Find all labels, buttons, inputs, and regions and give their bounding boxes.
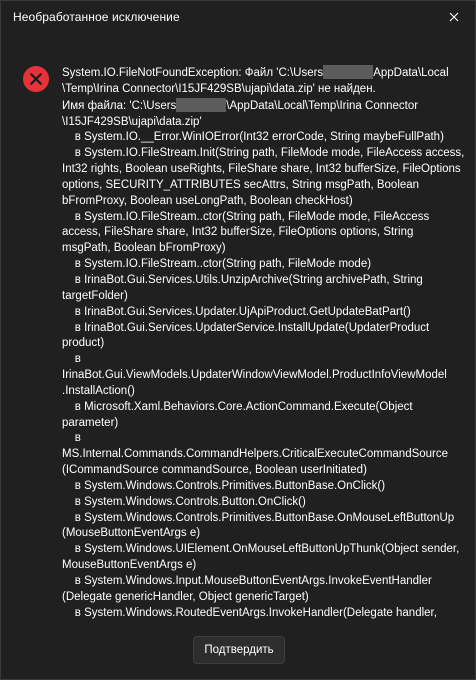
message-text: в System.IO.FileStream.Init(String path, FileMode mode, FileAccess access,: [62, 147, 465, 160]
message-line: [62, 336, 470, 352]
message-text: \AppData\Local\Temp\Irina Connector: [226, 99, 419, 112]
message-text: Int32 rights, Boolean useRights, FileShare share, Int32 bufferSize, FileOptions: [62, 163, 461, 176]
message-line: [62, 574, 470, 590]
close-icon: [449, 12, 459, 22]
message-line: [62, 225, 470, 241]
message-text: (ICommandSource commandSource, Boolean userInitiated): [62, 464, 367, 477]
message-line: [62, 368, 470, 384]
message-line: [62, 526, 470, 542]
message-text: .InstallAction(): [62, 384, 135, 397]
message-text: в System.Windows.Controls.Button.OnClick(): [62, 495, 306, 508]
message-text: targetFolder): [62, 289, 128, 302]
error-x-circle-icon: [22, 65, 50, 93]
message-line: [62, 495, 470, 511]
message-line: [62, 65, 470, 82]
message-line: [62, 241, 470, 257]
message-line: [62, 511, 470, 527]
message-text: в System.Windows.RoutedEventArgs.InvokeHandler(Delegate handler,: [62, 606, 437, 619]
message-line: [62, 82, 470, 98]
message-line: [62, 115, 470, 131]
message-text: в System.Windows.UIElement.OnMouseLeftButtonUpThunk(Object sender,: [62, 543, 460, 556]
redacted-username: [176, 98, 226, 112]
message-line: [62, 542, 470, 558]
message-text: parameter): [62, 416, 119, 429]
message-line: [62, 289, 470, 305]
message-line: [62, 447, 470, 463]
message-text: в System.Windows.Input.MouseButtonEventArgs.InvokeEventHandler: [62, 575, 432, 587]
message-line: [62, 558, 470, 574]
exception-message: [62, 65, 470, 622]
message-text: MS.Internal.Commands.CommandHelpers.CriticalExecuteCommandSource: [62, 448, 449, 461]
message-text: access, FileShare share, Int32 bufferSize, FileOptions options, String: [62, 226, 414, 239]
message-line: [62, 416, 470, 432]
message-line: [62, 321, 470, 337]
message-line: [62, 352, 470, 368]
message-line: [62, 305, 470, 321]
message-text: в IrinaBot.Gui.Services.Updater.UjApiProduct.GetUpdateBatPart(): [62, 305, 411, 318]
message-text: MouseButtonEventArgs e): [62, 559, 197, 572]
message-line: [62, 98, 470, 115]
redacted-username: [323, 65, 373, 79]
message-line: [62, 178, 470, 194]
message-text: в System.IO.FileStream..ctor(String path, FileMode mode, FileAccess: [62, 210, 430, 223]
message-text: в System.IO.FileStream..ctor(String path, FileMode mode): [62, 258, 372, 271]
message-text: в IrinaBot.Gui.Services.Utils.UnzipArchive(String archivePath, String: [62, 273, 423, 286]
message-line: [62, 384, 470, 400]
message-text: \Temp\Irina Connector\I15JF429SB\ujapi\data.zip' не найден.: [62, 82, 376, 95]
message-line: [62, 606, 470, 622]
message-text: в: [62, 432, 81, 445]
window-title: Необработанное исключение: [13, 10, 180, 24]
message-text: в System.IO.__Error.WinIOError(Int32 errorCode, String maybeFullPath): [62, 131, 444, 144]
message-line: [62, 257, 470, 273]
close-button[interactable]: [439, 3, 469, 31]
message-text: в: [62, 353, 81, 366]
message-text: в System.Windows.Controls.Primitives.ButtonBase.OnClick(): [62, 479, 386, 492]
message-text: System.IO.FileNotFoundException: Файл 'C:\Users: [62, 67, 324, 79]
message-line: [62, 400, 470, 416]
message-text: msgPath, Boolean bFromProxy): [62, 242, 226, 255]
message-text: в Microsoft.Xaml.Behaviors.Core.ActionCommand.Execute(Object: [62, 400, 413, 413]
message-text: options, SECURITY_ATTRIBUTES secAttrs, String msgPath, Boolean: [62, 178, 420, 191]
message-text: в IrinaBot.Gui.Services.UpdaterService.InstallUpdate(UpdaterProduct: [62, 321, 430, 334]
dialog-footer: [1, 625, 475, 679]
message-text: \I15JF429SB\ujapi\data.zip': [62, 115, 202, 128]
message-line: [62, 431, 470, 447]
message-line: [62, 194, 470, 210]
message-line: [62, 210, 470, 226]
message-line: [62, 590, 470, 606]
message-text: product): [62, 337, 105, 350]
confirm-button[interactable]: Подтвердить: [193, 636, 285, 664]
message-line: [62, 273, 470, 289]
message-text: Имя файла: 'C:\Users: [62, 99, 177, 112]
message-text: (MouseButtonEventArgs e): [62, 527, 201, 540]
message-text: (Delegate genericHandler, Object genericTarget): [62, 590, 309, 603]
message-text: в System.Windows.Controls.Primitives.ButtonBase.OnMouseLeftButtonUp: [62, 511, 455, 524]
message-line: [62, 146, 470, 162]
message-line: [62, 479, 470, 495]
message-text: IrinaBot.Gui.ViewModels.UpdaterWindowViewModel.ProductInfoViewModel: [62, 369, 447, 382]
message-line: [62, 162, 470, 178]
title-bar: [1, 1, 475, 35]
message-line: [62, 130, 470, 146]
message-text: bFromProxy, Boolean useLongPath, Boolean checkHost): [62, 194, 353, 207]
message-text: AppData\Local: [373, 67, 449, 79]
message-line: [62, 463, 470, 479]
